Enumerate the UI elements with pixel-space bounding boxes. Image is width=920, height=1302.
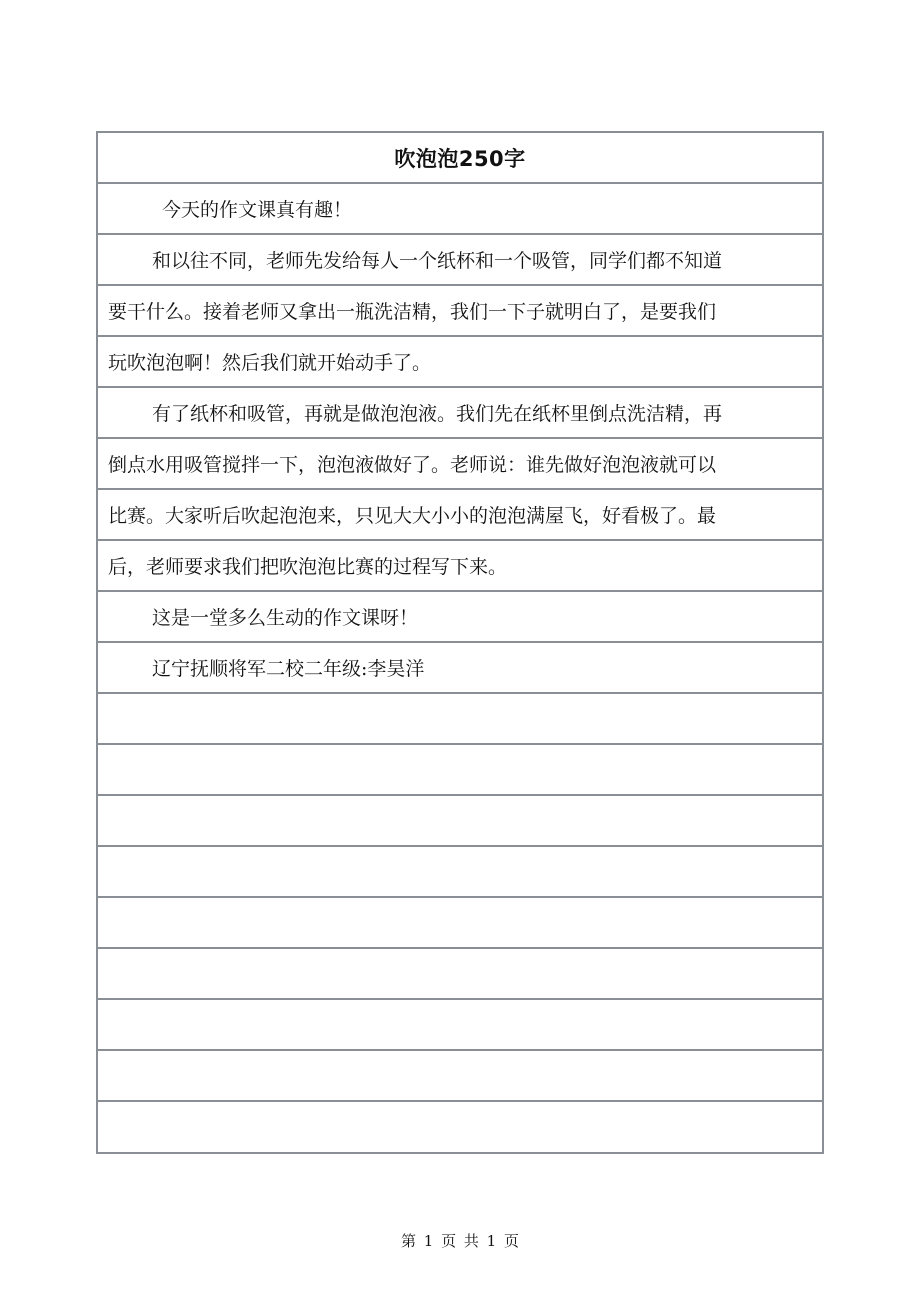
essay-line: 有了纸杯和吸管，再就是做泡泡液。我们先在纸杯里倒点洗洁精，再 (152, 403, 723, 425)
essay-author-line: 辽宁抚顺将军二校二年级:李昊洋 (152, 658, 425, 680)
essay-row (98, 539, 822, 590)
essay-line: 要干什么。接着老师又拿出一瓶洗洁精，我们一下子就明白了，是要我们 (108, 301, 717, 323)
blank-row (98, 1100, 822, 1151)
essay-line: 后，老师要求我们把吹泡泡比赛的过程写下来。 (108, 556, 508, 578)
essay-row (98, 284, 822, 335)
blank-row (98, 896, 822, 947)
essay-row (98, 590, 822, 641)
essay-row (98, 386, 822, 437)
essay-grid-sheet (96, 131, 824, 1154)
blank-row (98, 1049, 822, 1100)
essay-line: 今天的作文课真有趣！ (162, 199, 353, 221)
essay-row (98, 488, 822, 539)
blank-row (98, 692, 822, 743)
essay-line: 和以往不同，老师先发给每人一个纸杯和一个吸管，同学们都不知道 (152, 250, 723, 272)
title-row (98, 133, 822, 184)
blank-row (98, 998, 822, 1049)
essay-row (98, 437, 822, 488)
page-number-footer: 第 1 页 共 1 页 (401, 1232, 519, 1250)
essay-line: 这是一堂多么生动的作文课呀！ (152, 607, 419, 629)
essay-row (98, 641, 822, 692)
essay-row (98, 182, 822, 233)
essay-line: 玩吹泡泡啊！然后我们就开始动手了。 (108, 352, 432, 374)
blank-row (98, 947, 822, 998)
essay-line: 比赛。大家听后吹起泡泡来，只见大大小小的泡泡满屋飞，好看极了。最 (108, 505, 717, 527)
essay-line: 倒点水用吸管搅拌一下，泡泡液做好了。老师说：谁先做好泡泡液就可以 (108, 454, 717, 476)
essay-row (98, 335, 822, 386)
blank-row (98, 743, 822, 794)
blank-row (98, 794, 822, 845)
essay-title: 吹泡泡250字 (394, 147, 526, 171)
essay-row (98, 233, 822, 284)
blank-row (98, 845, 822, 896)
